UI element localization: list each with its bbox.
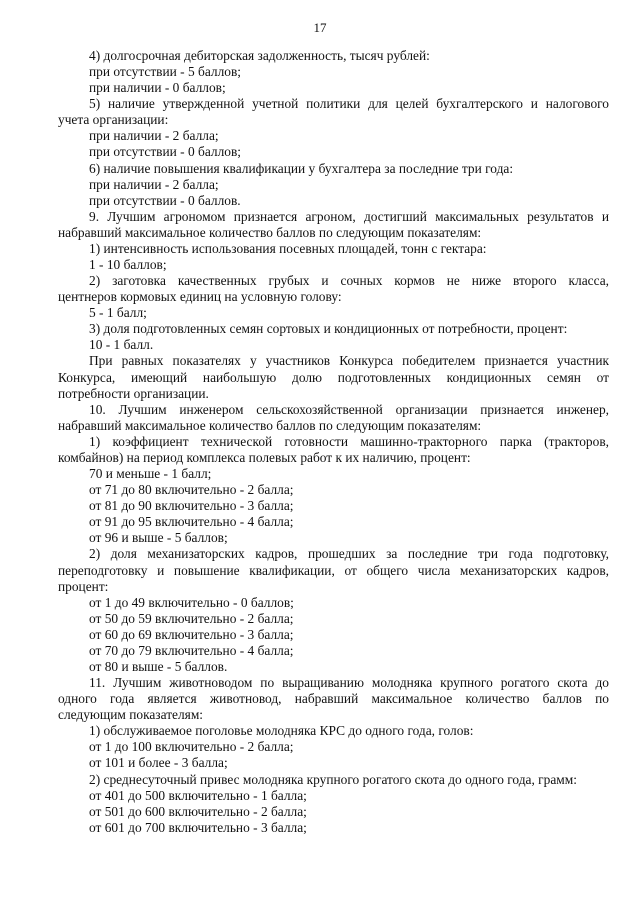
text-line: от 96 и выше - 5 баллов; (89, 530, 228, 546)
text-line: 3) доля подготовленных семян сортовых и кондиционных от потребности, процент: (89, 321, 568, 337)
text-line: 5) наличие утвержденной учетной политики для целей бухгалтерского и налогового (89, 96, 609, 112)
text-line: при отсутствии - 0 баллов. (89, 192, 241, 208)
text-line: 2) заготовка качественных грубых и сочных кормов не ниже второго класса, (89, 273, 609, 289)
text-line: 6) наличие повышения квалификации у бухгалтера за последние три года: (89, 160, 514, 176)
text-line: от 601 до 700 включительно - 3 балла; (89, 819, 307, 835)
text-line: от 71 до 80 включительно - 2 балла; (89, 482, 294, 498)
text-line: 5 - 1 балл; (89, 305, 147, 321)
text-line: следующим показателям: (58, 707, 204, 723)
text-line: набравший максимальное количество баллов по следующим показателям: (58, 224, 482, 240)
text-line: 1 - 10 баллов; (89, 257, 167, 273)
text-line: от 501 до 600 включительно - 2 балла; (89, 803, 307, 819)
text-line: от 401 до 500 включительно - 1 балла; (89, 787, 307, 803)
text-line: от 70 до 79 включительно - 4 балла; (89, 642, 294, 658)
text-line: Конкурса, имеющий наибольшую долю подготовленных кондиционных семян от (58, 369, 609, 385)
text-line: при наличии - 2 балла; (89, 128, 219, 144)
text-line: учета организации: (58, 112, 169, 128)
text-line: переподготовку и повышение квалификации, от общего числа механизаторских кадров, (58, 562, 609, 578)
text-line: 10. Лучшим инженером сельскохозяйственной организации признается инженер, (89, 401, 609, 417)
text-line: 9. Лучшим агрономом признается агроном, достигший максимальных результатов и (89, 208, 609, 224)
text-line: при наличии - 0 баллов; (89, 80, 226, 96)
text-line: потребности организации. (58, 385, 209, 401)
text-line: процент: (58, 578, 109, 594)
text-line: при наличии - 2 балла; (89, 176, 219, 192)
text-line: при отсутствии - 5 баллов; (89, 64, 242, 80)
text-line: 10 - 1 балл. (89, 337, 154, 353)
page-number: 17 (313, 20, 327, 35)
text-line: при отсутствии - 0 баллов; (89, 144, 242, 160)
text-line: набравший максимальное количество баллов по следующим показателям: (58, 417, 482, 433)
text-line: 70 и меньше - 1 балл; (89, 466, 212, 482)
text-line: 4) долгосрочная дебиторская задолженность, тысяч рублей: (89, 48, 430, 63)
text-line: 2) доля механизаторских кадров, прошедших за последние три года подготовку, (89, 546, 609, 562)
text-line: от 1 до 49 включительно - 0 баллов; (89, 594, 294, 610)
text-line: 11. Лучшим животноводом по выращиванию молодняка крупного рогатого скота до (89, 675, 609, 691)
text-line: 1) коэффициент технической готовности машинно-тракторного парка (тракторов, (89, 433, 609, 449)
text-line: комбайнов) на период комплекса полевых работ к их наличию, процент: (58, 449, 471, 465)
text-line: от 101 и более - 3 балла; (89, 755, 228, 771)
text-line: 1) интенсивность использования посевных площадей, тонн с гектара: (89, 240, 487, 256)
text-line: от 50 до 59 включительно - 2 балла; (89, 610, 294, 626)
text-line: от 60 до 69 включительно - 3 балла; (89, 626, 294, 642)
text-line: 1) обслуживаемое поголовье молодняка КРС до одного года, голов: (89, 723, 474, 739)
document-body (58, 48, 609, 836)
text-line: одного года является животновод, набравший максимальное количество баллов по (58, 691, 609, 707)
text-line: центнеров кормовых единиц на условную голову: (58, 289, 342, 305)
text-line: от 1 до 100 включительно - 2 балла; (89, 739, 294, 755)
text-line: от 80 и выше - 5 баллов. (89, 658, 228, 674)
text-line: от 81 до 90 включительно - 3 балла; (89, 498, 294, 514)
text-line: 2) среднесуточный привес молодняка крупного рогатого скота до одного года, грамм: (89, 771, 577, 787)
text-line: При равных показателях у участников Конкурса победителем признается участник (89, 353, 609, 369)
text-line: от 91 до 95 включительно - 4 балла; (89, 514, 294, 530)
